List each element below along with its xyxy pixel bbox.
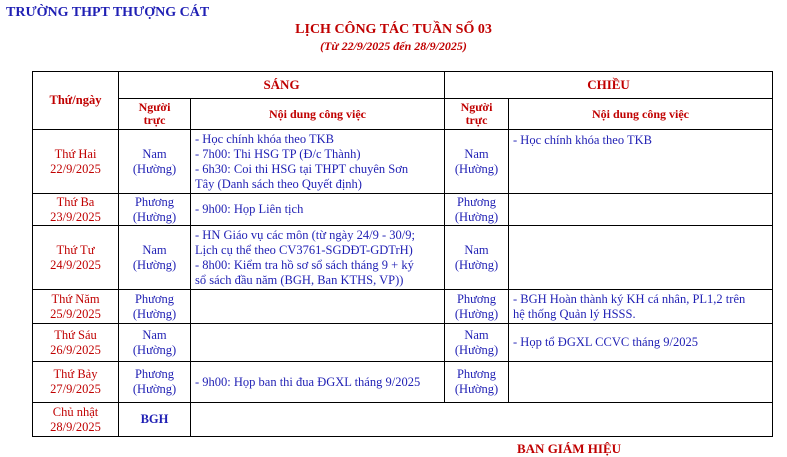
am-content-cell: - HN Giáo vụ các môn (từ ngày 24/9 - 30/9; Lịch cụ thể theo CV3761-SGDĐT-GDTrH) - 8h00: Kiểm tra hồ sơ sổ sách tháng 9 + ký sổ sách đầu năm (BGH, Ban KTHS, VP)) (191, 226, 445, 290)
am-content-cell: - 9h00: Họp Liên tịch (191, 194, 445, 226)
table-row (33, 194, 773, 226)
pm-duty-cell: Phương (Hường) (445, 290, 509, 324)
pm-content-header: Nội dung công việc (509, 99, 773, 130)
pm-content-cell (509, 226, 773, 290)
am-duty-header: Người trực (119, 99, 191, 130)
afternoon-header: CHIỀU (445, 72, 773, 99)
table-row (33, 324, 773, 362)
sunday-duty-cell: BGH (119, 403, 191, 437)
pm-content-cell: - Họp tổ ĐGXL CCVC tháng 9/2025 (509, 324, 773, 362)
school-name: TRƯỜNG THPT THƯỢNG CÁT (6, 5, 210, 20)
am-duty-cell: Phương (Hường) (119, 362, 191, 403)
sunday-content-cell (191, 403, 773, 437)
day-cell: Thứ Tư 24/9/2025 (33, 226, 119, 290)
day-cell: Chủ nhật 28/9/2025 (33, 403, 119, 437)
col-day-header: Thứ/ngày (33, 72, 119, 130)
table-row (33, 362, 773, 403)
pm-duty-cell: Phương (Hường) (445, 194, 509, 226)
table-row (33, 130, 773, 194)
pm-duty-cell: Nam (Hường) (445, 226, 509, 290)
pm-duty-cell: Nam (Hường) (445, 130, 509, 194)
am-duty-cell: Nam (Hường) (119, 226, 191, 290)
pm-content-cell: - BGH Hoàn thành ký KH cá nhân, PL1,2 trên hệ thống Quản lý HSSS. (509, 290, 773, 324)
am-duty-cell: Phương (Hường) (119, 194, 191, 226)
table-row (33, 403, 773, 437)
morning-header: SÁNG (119, 72, 445, 99)
am-content-cell: - 9h00: Họp ban thi đua ĐGXL tháng 9/2025 (191, 362, 445, 403)
day-cell: Thứ Hai 22/9/2025 (33, 130, 119, 194)
am-duty-cell: Phương (Hường) (119, 290, 191, 324)
day-cell: Thứ Ba 23/9/2025 (33, 194, 119, 226)
pm-content-cell: - Học chính khóa theo TKB (509, 130, 773, 194)
day-cell: Thứ Bảy 27/9/2025 (33, 362, 119, 403)
signature-label: BAN GIÁM HIỆU (517, 441, 622, 456)
pm-content-cell (509, 194, 773, 226)
am-content-cell (191, 324, 445, 362)
schedule-table (32, 71, 773, 437)
document-title: LỊCH CÔNG TÁC TUẦN SỐ 03 (295, 22, 492, 37)
am-content-cell: - Học chính khóa theo TKB - 7h00: Thi HSG TP (Đ/c Thành) - 6h30: Coi thi HSG tại THPT chuyên Sơn Tây (Danh sách theo Quyết định) (191, 130, 445, 194)
document-subtitle: (Từ 22/9/2025 đến 28/9/2025) (320, 39, 467, 53)
table-row (33, 290, 773, 324)
pm-duty-header: Người trực (445, 99, 509, 130)
am-content-header: Nội dung công việc (191, 99, 445, 130)
pm-content-cell (509, 362, 773, 403)
am-duty-cell: Nam (Hường) (119, 324, 191, 362)
day-cell: Thứ Sáu 26/9/2025 (33, 324, 119, 362)
pm-duty-cell: Phương (Hường) (445, 362, 509, 403)
am-duty-cell: Nam (Hường) (119, 130, 191, 194)
day-cell: Thứ Năm 25/9/2025 (33, 290, 119, 324)
am-content-cell (191, 290, 445, 324)
pm-duty-cell: Nam (Hường) (445, 324, 509, 362)
table-row (33, 226, 773, 290)
